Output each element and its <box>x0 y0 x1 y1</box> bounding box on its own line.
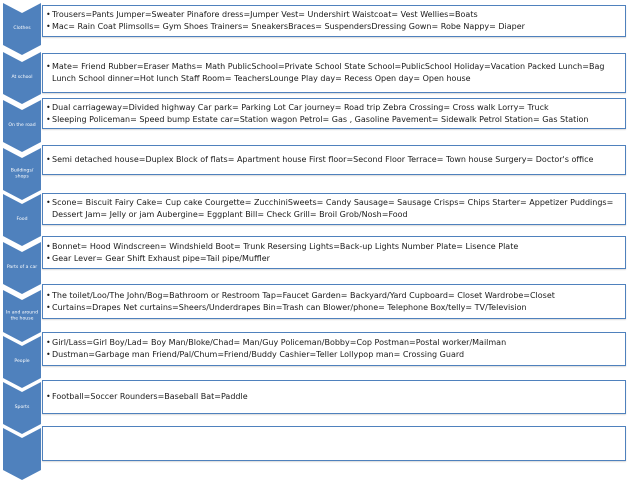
term-pair-item: • Girl/Lass=Girl Boy/Lad= Boy Man/Bloke/Chad= Man/Guy Policeman/Bobby=Cop Postman=Postal worker/Mailman <box>46 337 623 349</box>
chevron-8 <box>3 336 41 388</box>
term-list <box>46 290 623 314</box>
category-label: Clothes <box>13 26 31 32</box>
chevron-5 <box>3 194 41 246</box>
category-label: At school <box>11 75 33 81</box>
category-label: Sports <box>14 405 30 411</box>
chevron-2 <box>3 52 41 104</box>
term-list <box>46 154 623 166</box>
term-pair-item: • The toilet/Loo/The John/Bog=Bathroom or Restroom Tap=Faucet Garden= Backyard/Yard Cupboard= Closet Wardrobe=Closet <box>46 290 623 302</box>
chevron-10 <box>3 428 41 480</box>
chevron-4 <box>3 148 41 200</box>
term-pair-item: • Semi detached house=Duplex Block of flats= Apartment house First floor=Second Floor Terrace= Town house Surgery= Doctor's office <box>46 154 623 166</box>
term-pair-item: • Sleeping Policeman= Speed bump Estate car=Station wagon Petrol= Gas , Gasoline Pavement= Sidewalk Petrol Station= Gas Station <box>46 114 623 126</box>
category-label: Food <box>16 217 28 223</box>
term-pair-item: • Mac= Rain Coat Plimsolls= Gym Shoes Trainers= SneakersBraces= SuspendersDressing Gown= Robe Nappy= Diaper <box>46 21 623 33</box>
term-pair-item: • Football=Soccer Rounders=Baseball Bat=Paddle <box>46 391 623 403</box>
term-pair-item: • Dual carriageway=Divided highway Car park= Parking Lot Car journey= Road trip Zebra Crossing= Cross walk Lorry= Truck <box>46 102 623 114</box>
chevron-9 <box>3 382 41 434</box>
term-list <box>46 61 623 85</box>
category-panel <box>42 145 626 175</box>
term-pair-item: • Trousers=Pants Jumper=Sweater Pinafore dress=Jumper Vest= Undershirt Waistcoat= Vest Wellies=Boats <box>46 9 623 21</box>
chevron-1 <box>3 3 41 55</box>
category-label: People <box>14 359 30 365</box>
category-panel <box>42 53 626 93</box>
category-label: Parts of a car <box>6 265 38 271</box>
term-pair-item: • Scone= Biscuit Fairy Cake= Cup cake Courgette= ZucchiniSweets= Candy Sausage= Sausage Crisps= Chips Starter= Appetizer Puddings= Dessert Jam= Jelly or jam Aubergine= Eggplant Bill= Check Grill= Broil Grob/Nosh=Food <box>46 197 623 221</box>
term-list <box>46 337 623 361</box>
category-panel <box>42 193 626 225</box>
chevron-shape <box>3 428 41 480</box>
term-pair-item: • Curtains=Drapes Net curtains=Sheers/Underdrapes Bin=Trash can Blower/phone= Telephone Box/telly= TV/Television <box>46 302 623 314</box>
category-panel <box>42 332 626 366</box>
term-pair-item: • Gear Lever= Gear Shift Exhaust pipe=Tail pipe/Muffler <box>46 253 623 265</box>
term-pair-item: • Bonnet= Hood Windscreen= Windshield Boot= Trunk Resersing Lights=Back-up Lights Number Plate= Lisence Plate <box>46 241 623 253</box>
chevron-6 <box>3 242 41 294</box>
term-list <box>46 197 623 221</box>
category-label: Buildings/ shops <box>10 168 34 179</box>
category-panel <box>42 284 626 319</box>
category-label: In and around the house <box>6 310 38 321</box>
category-panel <box>42 426 626 461</box>
category-panel <box>42 98 626 129</box>
chevron-7 <box>3 290 41 342</box>
term-list <box>46 9 623 33</box>
category-panel <box>42 380 626 414</box>
category-panel <box>42 5 626 37</box>
term-pair-item: • Mate= Friend Rubber=Eraser Maths= Math PublicSchool=Private School State School=PublicSchool Holiday=Vacation Packed Lunch=Bag Lunch School dinner=Hot lunch Staff Room= TeachersLounge Play day= Recess Open day= Open house <box>46 61 623 85</box>
chevron-3 <box>3 100 41 152</box>
category-label: On the road <box>8 123 36 129</box>
term-list <box>46 241 623 265</box>
term-list <box>46 102 623 126</box>
term-list <box>46 391 623 403</box>
term-pair-item: • Dustman=Garbage man Friend/Pal/Chum=Friend/Buddy Cashier=Teller Lollypop man= Crossing Guard <box>46 349 623 361</box>
category-panel <box>42 236 626 269</box>
